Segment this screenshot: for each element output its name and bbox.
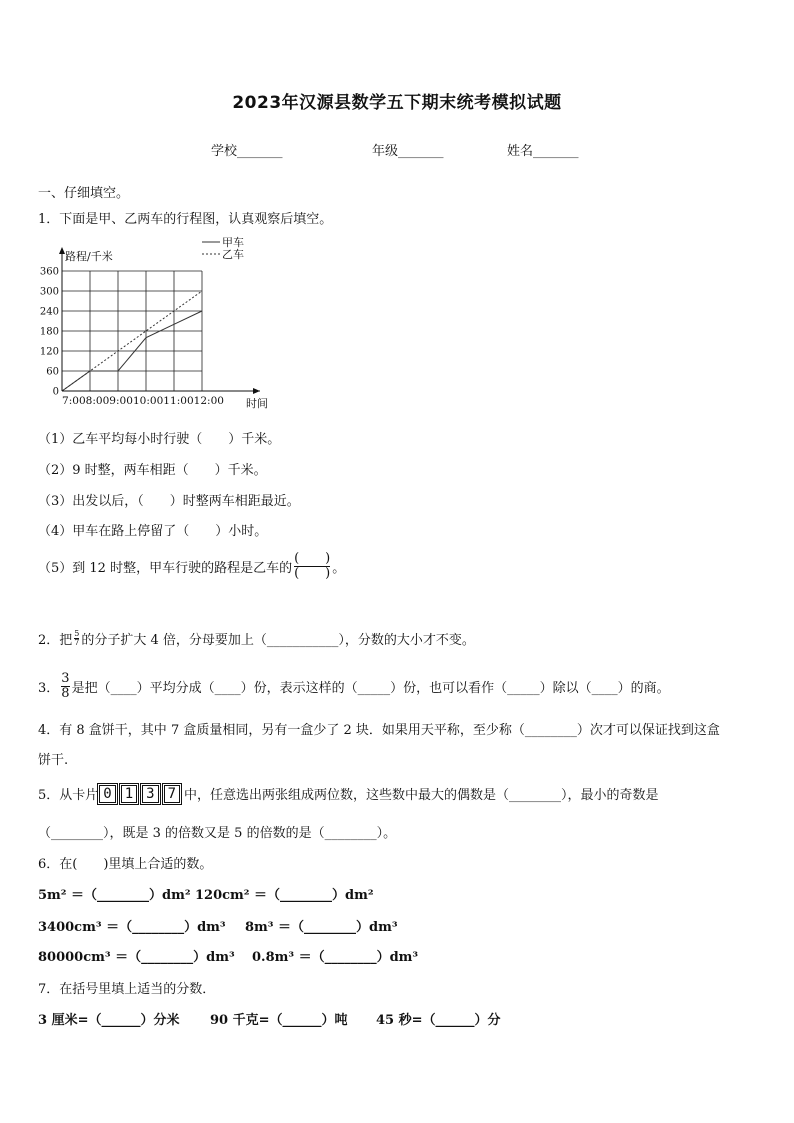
question-6-row-2a: 3400cm³ ＝（________）dm³ [38,920,226,935]
question-1-5-text: （5）到 12 时整，甲车行驶的路程是乙车的 [38,560,293,576]
series-line-2 [62,291,202,391]
fraction-denominator[interactable]: ( ) [294,565,331,581]
question-6-row-3a: 80000cm³ ＝（________）dm³ [38,950,235,965]
digit-card-3: 3 [142,785,158,803]
fraction-numerator: 5 [74,628,80,638]
y-tick-label: 300 [39,286,59,298]
digit-card-1: 1 [121,785,137,803]
question-5-text: 中，任意选出两张组成两位数，这些数中最大的偶数是（________），最小的奇数是 [184,788,659,803]
digit-card-0: 0 [99,785,115,803]
question-6-row-1b: 120cm² ＝（________）dm² [195,888,374,903]
question-3-lead: 3． [38,680,60,696]
legend-label: 乙车 [222,248,244,261]
question-1-5-end: 。 [332,560,346,576]
fraction-three-eighths [61,672,69,700]
legend-label: 甲车 [222,236,244,249]
name-field[interactable]: 姓名_______ [507,144,579,159]
question-2-text: 的分子扩大 4 倍，分母要加上（___________），分数的大小才不变。 [81,633,475,648]
question-5-lead: 5．从卡片 [38,788,99,803]
page-title: 2023年汉源县数学五下期末统考模拟试题 [232,93,562,113]
y-tick-label: 240 [39,306,59,318]
question-1-1: （1）乙车平均每小时行驶（ ）千米。 [38,432,281,447]
question-3 [38,672,670,700]
y-tick-label: 180 [39,326,59,338]
fraction-denominator: 7 [74,638,80,647]
fraction-denominator: 8 [61,685,70,701]
question-7-a: 3 厘米=（______）分米 [38,1013,180,1028]
digit-card-7: 7 [164,785,180,803]
x-tick-labels: 7:008:009:0010:0011:0012:00 [62,396,224,407]
y-axis-label: 路程/千米 [65,250,113,263]
fraction-numerator: 3 [61,671,70,686]
question-2 [38,629,475,648]
grade-field[interactable]: 年级_______ [372,144,444,159]
question-1-4: （4）甲车在路上停留了（ ）小时。 [38,524,268,539]
question-6-row-3b: 0.8m³ ＝（________）dm³ [252,950,419,965]
school-field[interactable]: 学校_______ [211,144,283,159]
question-4-line-2: 饼干. [38,753,69,768]
travel-line-chart [30,233,280,413]
fraction-answer [294,552,330,580]
question-6-text: 6．在( )里填上合适的数。 [38,857,213,872]
question-7-c: 45 秒=（______）分 [376,1013,501,1028]
section-heading: 一、仔细填空。 [38,186,130,201]
y-tick-label: 0 [52,386,59,398]
x-axis-arrow [253,388,260,394]
question-6-row-2b: 8m³ ＝（________）dm³ [245,920,398,935]
question-6-row-1a: 5m² ＝（________）dm² [38,888,191,903]
fraction-five-sevenths [74,630,79,648]
fraction-numerator[interactable]: ( ) [294,551,331,566]
question-7-b: 90 千克=（______）吨 [210,1013,348,1028]
chart-labels [40,236,268,410]
question-1-2: （2）9 时整，两车相距（ ）千米。 [38,463,267,478]
question-4-line-1: 4．有 8 盒饼干，其中 7 盒质量相同，另有一盒少了 2 块．如果用天平称，至少称（________）次才可以保证找到这盒 [38,723,720,738]
question-7-text: 7．在括号里填上适当的分数． [38,982,216,997]
chart-grid [62,271,202,391]
question-1-5 [38,552,345,580]
question-3-text: 是把（____）平均分成（____）份，表示这样的（_____）份，也可以看作（_____）除以（____）的商。 [71,680,670,696]
question-1-3: （3）出发以后，（ ）时整两车相距最近。 [38,494,300,509]
question-2-lead: 2．把 [38,633,73,648]
y-tick-label: 60 [46,366,59,378]
x-axis-label: 时间 [246,397,268,410]
question-1-text: 1．下面是甲、乙两车的行程图，认真观察后填空。 [38,212,333,227]
chart-series [62,291,202,391]
y-tick-label: 120 [39,346,59,358]
y-tick-label: 360 [39,266,59,278]
question-5 [38,784,659,803]
question-5-line-2: （________），既是 3 的倍数又是 5 的倍数的是（________）。 [38,826,397,841]
